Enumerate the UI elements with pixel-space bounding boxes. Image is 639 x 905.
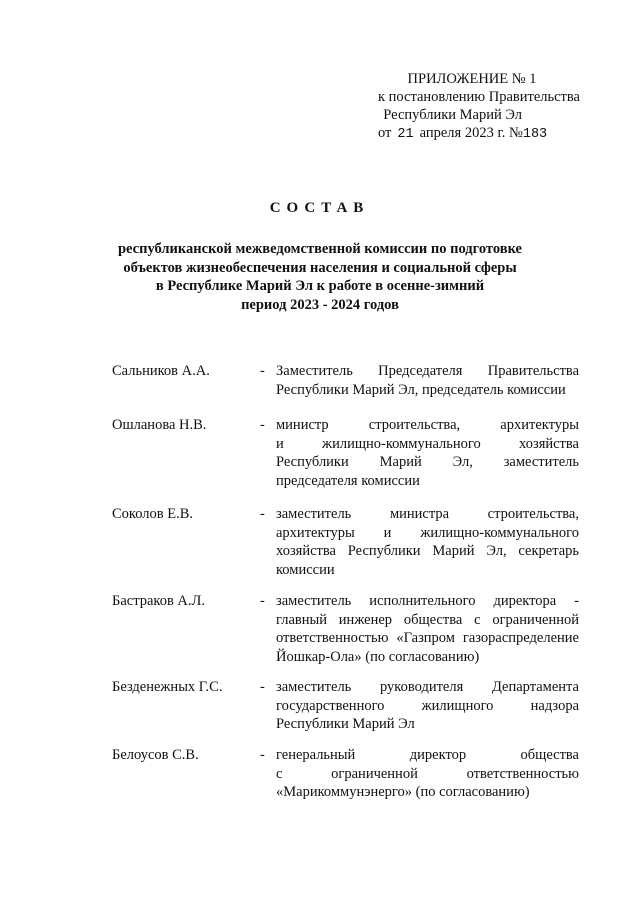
role-line: Йошкар-Ола» (по согласованию) [276,648,480,665]
appendix-from-prefix: от [378,125,392,141]
role-line: председателя комиссии [276,472,420,489]
role-line: заместитель министра строительства, [276,506,579,522]
subtitle-line: в Республике Марий Эл к работе в осенне-зимний [155,278,485,294]
member-name: Соколов Е.В. [112,506,194,522]
member-dash: - [260,747,265,763]
role-line: Заместитель Председателя Правительства [276,363,579,379]
member-name: Белоусов С.В. [112,747,199,763]
appendix-republic: Республики Марий Эл [383,107,522,123]
appendix-title: ПРИЛОЖЕНИЕ № 1 [407,71,537,87]
member-name: Бастраков А.Л. [112,593,205,609]
role-line: заместитель руководителя Департамента [276,679,579,695]
document-title: СОСТАВ [269,200,370,216]
appendix-number: 183 [522,127,548,142]
member-dash: - [260,417,265,433]
role-line: архитектуры и жилищно-коммунального [276,524,579,541]
role-line: ответственностью «Газпром газораспределение [276,630,579,646]
member-role [276,505,579,579]
member-role [276,362,579,399]
role-line: генеральный директор общества [276,747,579,763]
role-line: Республики Марий Эл, заместитель [276,454,579,470]
role-line: и жилищно-коммунального хозяйства [276,435,579,452]
role-line: министр строительства, архитектуры [276,417,579,433]
member-name: Сальников А.А. [112,363,210,379]
role-line: заместитель исполнительного директора - [276,593,579,609]
document-subtitle [100,240,540,314]
role-line: хозяйства Республики Марий Эл, секретарь [276,543,579,559]
subtitle-line: период 2023 - 2024 годов [241,296,399,313]
member-dash: - [260,506,265,522]
appendix-month-year: апреля 2023 г. № [419,125,523,141]
member-role [276,678,579,734]
role-line: Республики Марий Эл, председатель комиссии [276,381,566,398]
member-dash: - [260,593,265,609]
member-role [276,416,579,490]
subtitle-line: республиканской межведомственной комиссии по подготовке [117,241,522,257]
role-line: главный инженер общества с ограниченной [276,611,579,628]
member-dash: - [260,679,265,695]
appendix-resolution-ref: к постановлению Правительства [378,89,580,105]
appendix-header [340,70,580,144]
role-line: комиссии [276,561,335,578]
member-role [276,592,579,666]
role-line: «Марикоммунэнерго» (по согласованию) [276,784,530,800]
role-line: государственного жилищного надзора [276,697,579,714]
member-name: Ошланова Н.В. [112,417,207,433]
role-line: Республики Марий Эл [276,716,415,732]
appendix-day: 21 [397,127,414,142]
member-name: Безденежных Г.С. [112,679,223,695]
member-dash: - [260,363,265,379]
member-role [276,746,579,802]
role-line: с ограниченной ответственностью [276,765,579,782]
subtitle-line: объектов жизнеобеспечения населения и социальной сферы [123,259,517,276]
appendix-date-line [340,124,580,144]
